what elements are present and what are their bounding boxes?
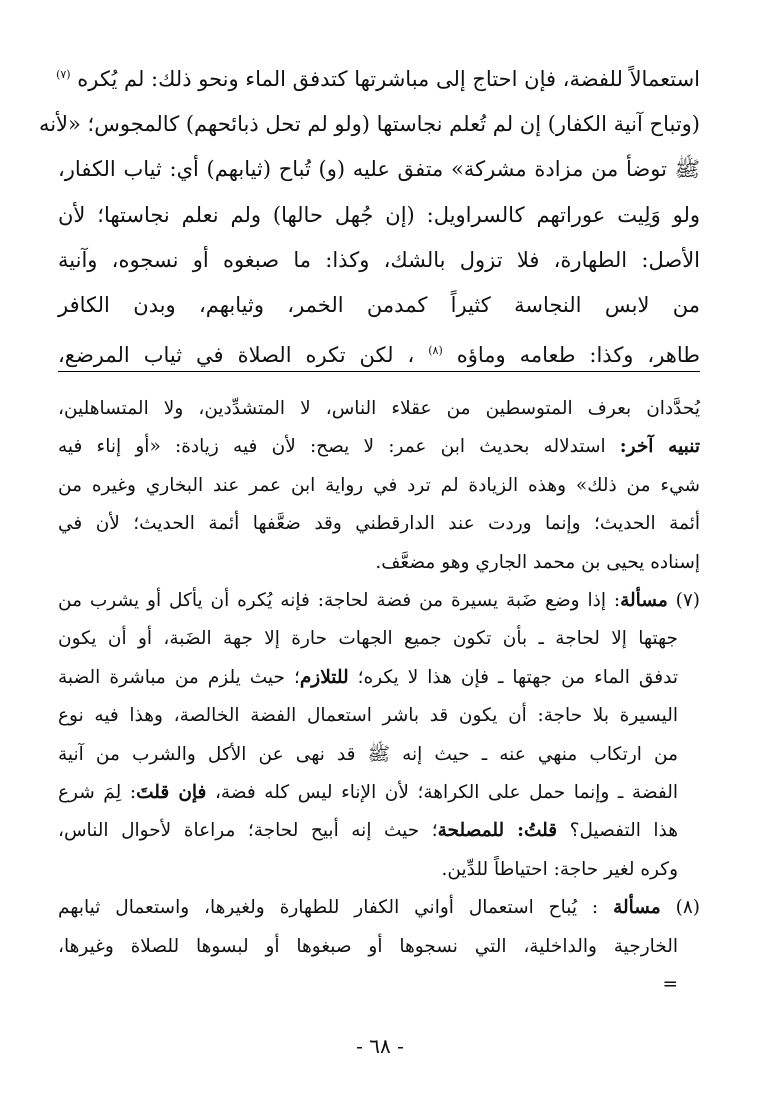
bold-term: فإن قلتَ — [136, 782, 207, 804]
bold-term: مسألة — [613, 897, 661, 919]
footnote-line: جهتها إلا لحاجة ـ بأن تكون جميع الجهات حارة إلا جهة الضَبة، أو أن يكون — [58, 628, 678, 650]
main-line: (وتباح آنية الكفار) إن لم تُعلم نجاستها (ولو لم تحل ذبائحهم) كالمجوس؛ «لأنه — [38, 112, 700, 137]
page-number: - ٦٨ - — [356, 1034, 404, 1058]
bold-term: تنبيه آخر: — [619, 436, 700, 458]
main-line: طاهر، وكذا: طعامه وماؤه $^{(٨)}$ ، لكن تكره الصلاة في ثياب المرضع، — [58, 343, 700, 368]
footnote-line: (٧) مسألة: إذا وضع ضَبة يسيرة من فضة لحاجة: فإنه يُكره أن يأكل أو يشرب من — [58, 590, 700, 612]
footnote-separator — [58, 371, 700, 372]
main-text — [38, 52, 700, 378]
bold-term: قلتُ: للمصلحة — [437, 820, 558, 842]
footnote-line: إسناده يحيى بن محمد الجاري وهو مضعَّف. — [375, 551, 700, 573]
footnote-line: هذا التفصيل؟ قلتُ: للمصلحة؛ حيث إنه أبيح لحاجة؛ مراعاة لأحوال الناس، — [58, 820, 678, 842]
footnote-line: أئمة الحديث؛ وإنما وردت عند الدارقطني وقد ضعَّفها أئمة الحديث؛ لأن في — [58, 513, 700, 535]
bold-term: للتلازم — [299, 666, 349, 688]
footnote-line: الفضة ـ وإنما حمل على الكراهة؛ لأن الإناء ليس كله فضة، فإن قلتَ: لِمَ شرع — [58, 782, 679, 804]
main-line: من لابس النجاسة كثيراً كمدمن الخمر، وثيابهم، وبدن الكافر — [58, 293, 700, 318]
footnote-ref: (٨) — [428, 344, 443, 358]
footnote-line: تنبيه آخر: استدلاله بحديث ابن عمر: لا يصح: لأن فيه زيادة: «أو إناء فيه — [58, 436, 700, 458]
footnote-line: تدفق الماء من جهتها ـ فإن هذا لا يكره؛ للتلازم؛ حيث يلزم من مباشرة الضبة — [58, 666, 679, 688]
main-line: استعمالاً للفضة، فإن احتاج إلى مباشرتها كتدفق الماء ونحو ذلك: لم يُكره $^{(٧)}$ — [56, 67, 700, 91]
footnote-line: من ارتكاب منهي عنه ـ حيث إنه ﷺ قد نهى عن الأكل والشرب من آنية — [58, 743, 678, 765]
bold-term: مسألة — [620, 590, 668, 612]
footnote-line: = — [662, 974, 678, 996]
main-line: الأصل: الطهارة، فلا تزول بالشك، وكذا: ما صبغوه أو نسجوه، وآنية — [58, 247, 700, 272]
footnote-line: اليسيرة بلا حاجة: أن يكون قد باشر استعمال الفضة الخالصة، وهذا فيه نوع — [58, 705, 678, 727]
main-line: ﷺ توضأ من مزادة مشركة» متفق عليه (و) تُباح (ثيابهم) أي: ثياب الكفار، — [58, 157, 700, 182]
footnote-ref: (٧) — [56, 68, 71, 81]
footnote-line: وكره لغير حاجة: احتياطاً للدِّين. — [441, 858, 678, 880]
footnote-line: يُحدَّدان بعرف المتوسطين من عقلاء الناس، لا المتشدِّدين، ولا المتساهلين، — [58, 398, 700, 419]
footnotes — [58, 390, 700, 1005]
main-line: ولو وَلِيت عوراتهم كالسراويل: (إن جُهل حالها) ولم نعلم نجاستها؛ لأن — [58, 202, 700, 227]
footnote-line: الخارجية والداخلية، التي نسجوها أو صبغوها أو لبسوها للصلاة وغيرها، — [58, 935, 678, 957]
footnote-line: (٨) مسألة : يُباح استعمال أواني الكفار للطهارة ولغيرها، واستعمال ثيابهم — [58, 897, 700, 919]
footnote-line: شيء من ذلك» وهذه الزيادة لم ترد في رواية ابن عمر عند البخاري وغيره من — [58, 474, 700, 496]
